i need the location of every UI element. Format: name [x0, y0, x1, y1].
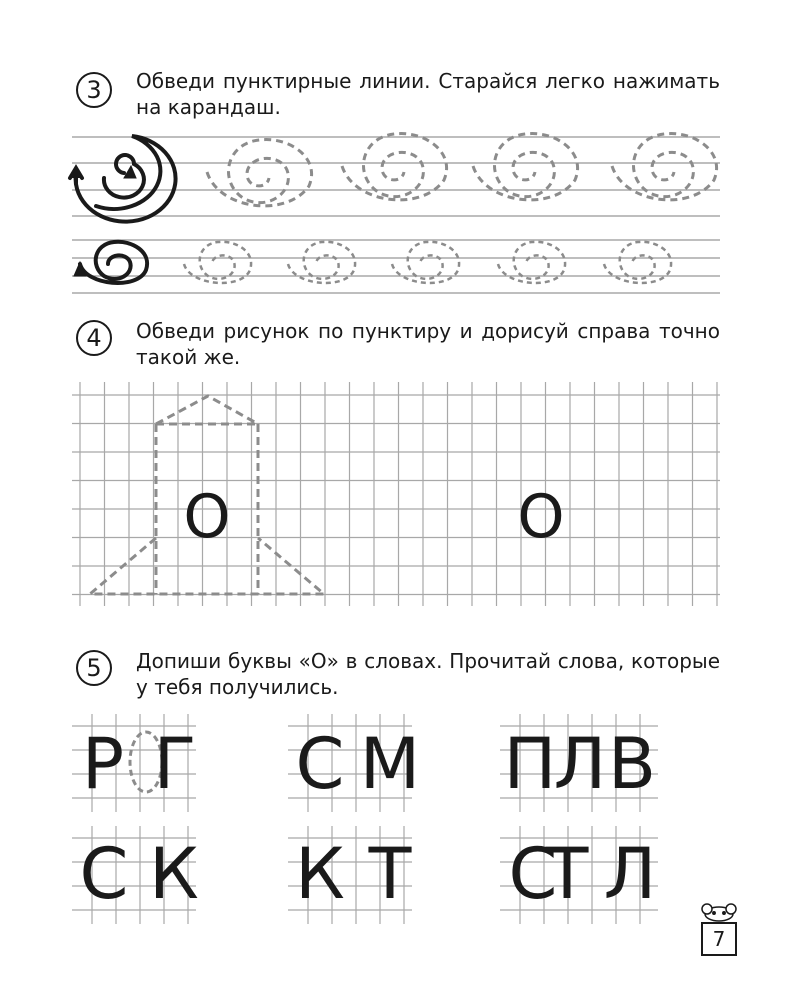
word-3-letter-2: Л: [553, 723, 607, 805]
small-spiral-row: [74, 242, 671, 283]
page-number: 7: [701, 922, 737, 956]
word-3-letter-3: В: [607, 723, 657, 805]
task-number-4: 4: [76, 320, 112, 356]
large-spiral-row: [70, 134, 717, 222]
task-number-5: 5: [76, 650, 112, 686]
word-1-letter-2: Г: [153, 723, 197, 805]
large-spiral-dashed: [207, 134, 717, 206]
task-5-instruction: Допиши буквы «О» в словах. Прочитай слова, которые у тебя получились.: [136, 649, 720, 699]
small-spiral-dashed: [184, 242, 671, 283]
rocket-window-letter-left: О: [183, 482, 231, 552]
word-6-letter-3: Л: [603, 833, 657, 915]
task-number-3: 3: [76, 72, 112, 108]
word-2-letter-2: М: [359, 723, 421, 805]
words: [80, 723, 657, 915]
word-4-letter-2: К: [149, 833, 199, 915]
task-3-instruction: Обведи пунктирные линии. Старайся легко нажимать на карандаш.: [136, 69, 720, 119]
mouse-icon: [702, 904, 736, 921]
word-5-letter-2: Т: [368, 833, 412, 915]
word-3-letter-1: П: [503, 723, 557, 805]
large-spiral-sample: [70, 136, 176, 222]
word-4-letter-1: С: [79, 833, 129, 915]
rocket-window-letter-right: О: [517, 482, 565, 552]
small-spiral-sample: [74, 242, 147, 283]
word-6-letter-2: Т: [545, 833, 589, 915]
word-1-letter-1: Р: [81, 723, 125, 805]
word-2-letter-1: С: [295, 723, 345, 805]
word-6-letter-1: С: [508, 833, 558, 915]
task-4-instruction: Обведи рисунок по пунктиру и дорисуй справа точно такой же.: [136, 319, 720, 369]
word-5-letter-1: К: [295, 833, 345, 915]
